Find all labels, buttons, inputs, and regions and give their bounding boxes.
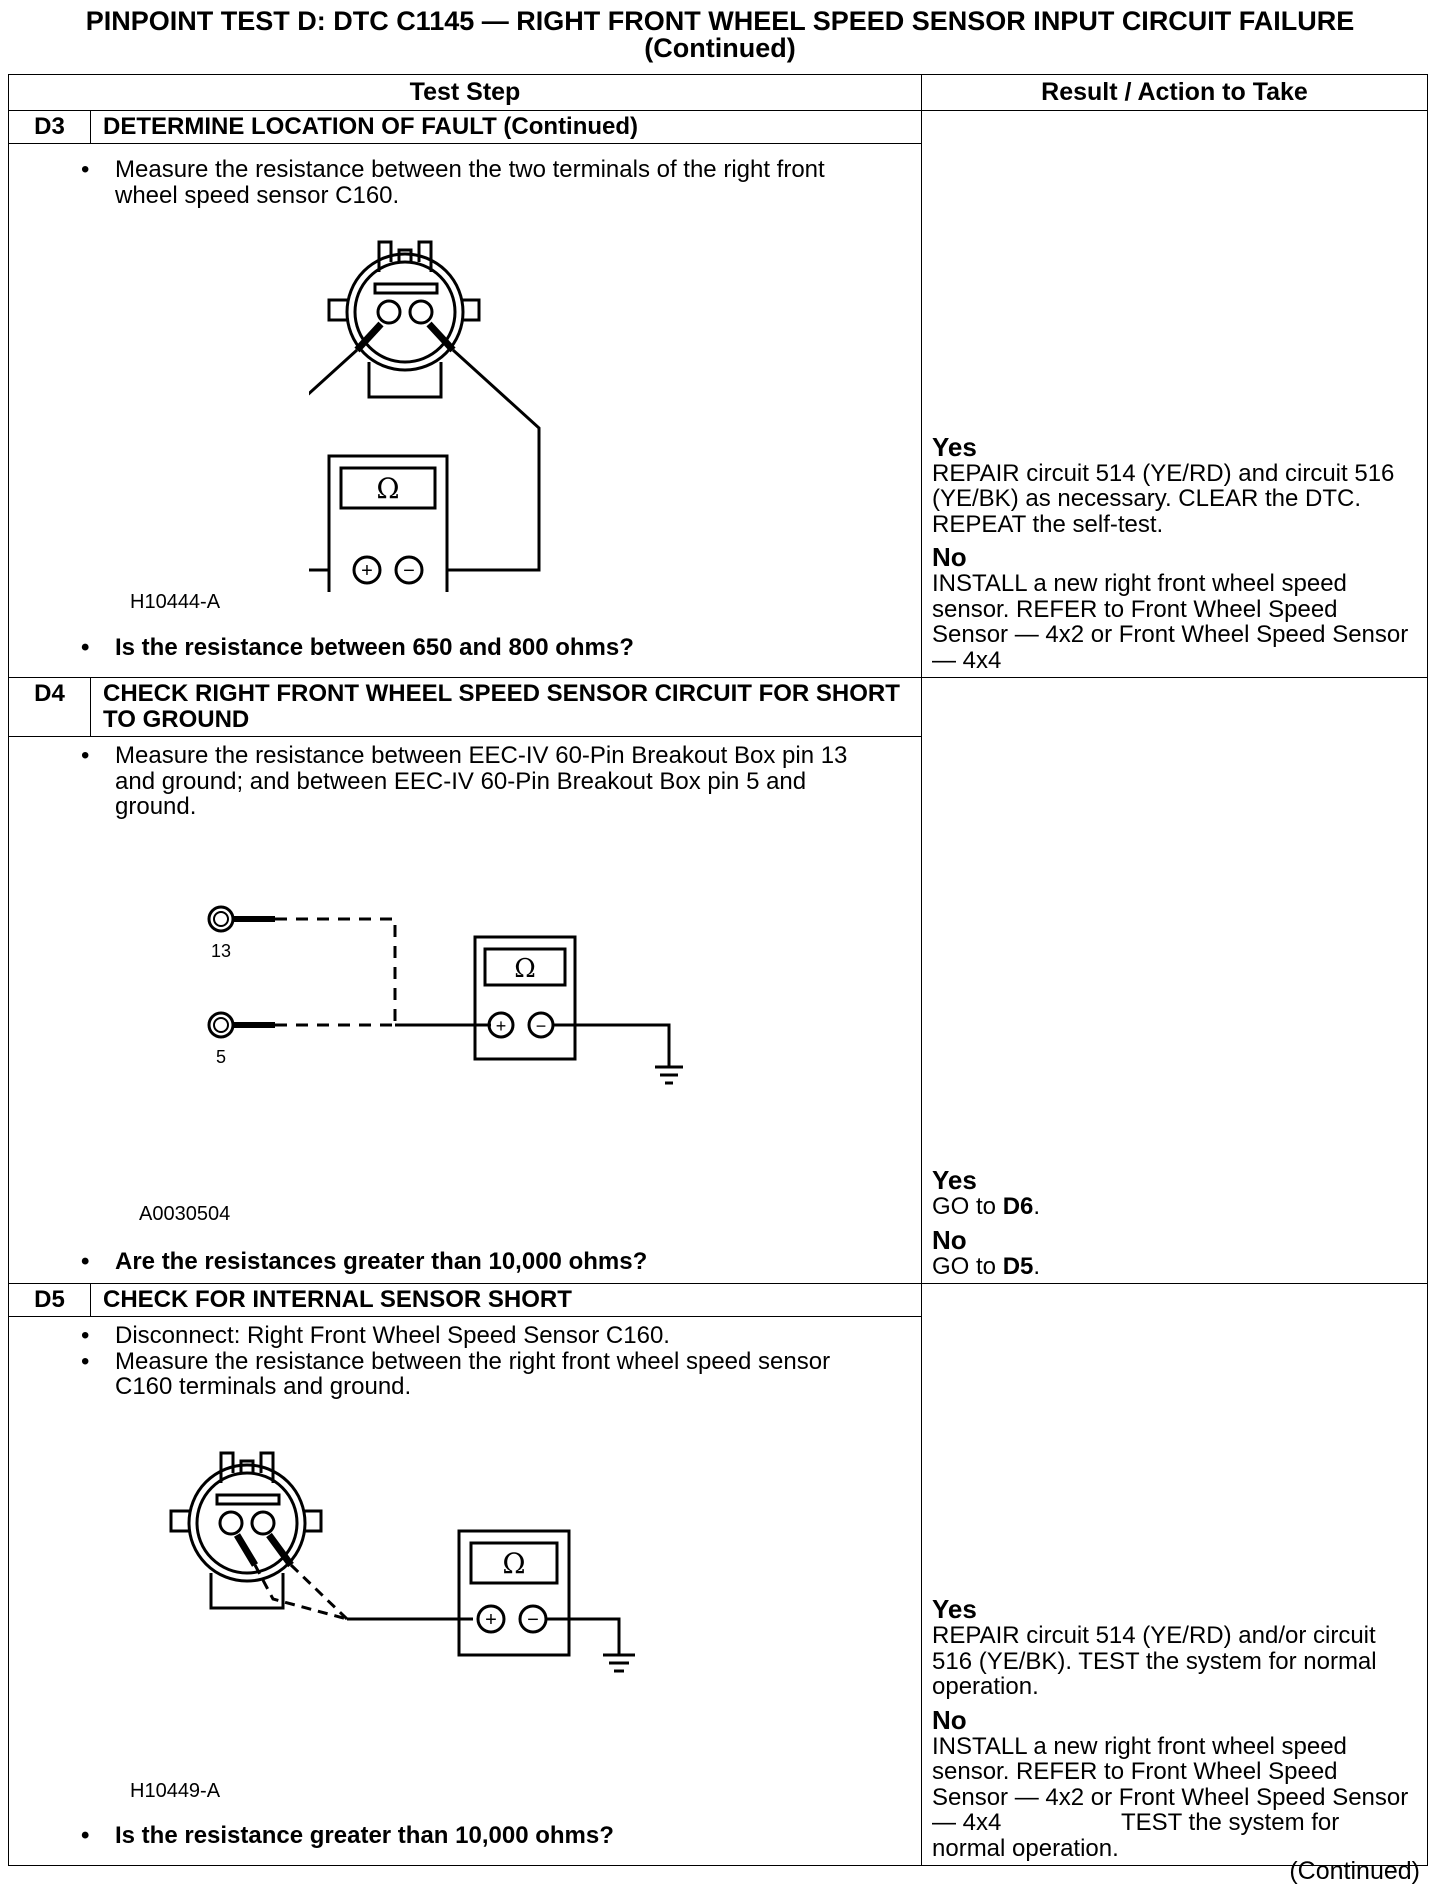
yes-action: GO to D6. bbox=[932, 1193, 1041, 1220]
title-line-1: PINPOINT TEST D: DTC C1145 — RIGHT FRONT WHEEL SPEED SENSOR INPUT CIRCUIT FAILURE bbox=[85, 6, 1355, 36]
figure-id: H10444-A bbox=[130, 591, 221, 613]
step-header bbox=[9, 678, 921, 737]
lead-left bbox=[309, 350, 357, 570]
step-bullets bbox=[9, 737, 921, 820]
step-header bbox=[9, 1284, 921, 1317]
step-bullets bbox=[9, 1317, 921, 1400]
no-action: GO to D5. bbox=[932, 1252, 1041, 1280]
result-cell bbox=[922, 678, 1428, 1284]
no-action-prefix: GO to bbox=[932, 1252, 1003, 1280]
result-cell bbox=[922, 1284, 1428, 1866]
no-action: INSTALL a new right front wheel speed sensor. REFER to Front Wheel Speed Sensor — 4x2 or Front Wheel Speed Sensor — 4x4 TEST the system for normal operation. bbox=[932, 1732, 1415, 1862]
yes-target-step: D6 bbox=[1002, 1193, 1034, 1220]
no-label: No bbox=[932, 542, 967, 572]
breakout-box-ground-diagram bbox=[199, 897, 719, 1097]
pin-13-jack bbox=[209, 907, 233, 931]
page-title bbox=[0, 8, 1440, 62]
step-id: D3 bbox=[9, 111, 91, 143]
ground-lead bbox=[553, 1025, 669, 1067]
step-header bbox=[9, 111, 921, 144]
pin-5-jack bbox=[209, 1013, 233, 1037]
header-result: Result / Action to Take bbox=[922, 75, 1428, 111]
step-row-d3 bbox=[9, 111, 1428, 678]
meter-plus-label: + bbox=[485, 1609, 497, 1631]
terminal-right bbox=[410, 301, 432, 323]
pin-13-lead bbox=[275, 919, 395, 1025]
title-line-2: (Continued) bbox=[644, 33, 796, 63]
terminal-left bbox=[220, 1512, 242, 1534]
step-bullets bbox=[9, 144, 921, 208]
no-target-step: D5 bbox=[1002, 1252, 1034, 1280]
lead-right bbox=[447, 350, 539, 570]
probe-left bbox=[237, 1535, 255, 1565]
ohm-symbol: Ω bbox=[514, 954, 536, 984]
yes-label: Yes bbox=[932, 431, 977, 462]
yes-action: REPAIR circuit 514 (YE/RD) and circuit 516 (YE/BK) as necessary. CLEAR the DTC. REPEAT the self-test. bbox=[932, 459, 1395, 538]
table-header-row bbox=[9, 75, 1428, 111]
connector-base bbox=[211, 1573, 283, 1608]
terminal-right bbox=[252, 1512, 274, 1534]
yes-action: REPAIR circuit 514 (YE/RD) and/or circuit 516 (YE/BK). TEST the system for normal operation. bbox=[932, 1622, 1377, 1700]
pin-5-jack-inner bbox=[214, 1018, 228, 1032]
yes-label: Yes bbox=[932, 1594, 977, 1624]
step-title: DETERMINE LOCATION OF FAULT (Continued) bbox=[103, 113, 639, 140]
continued-footer: (Continued) bbox=[1289, 1857, 1420, 1885]
connector-circle bbox=[347, 254, 463, 370]
lead-left-dashed bbox=[255, 1565, 347, 1619]
header-test-step: Test Step bbox=[9, 75, 922, 111]
meter-plus-label: + bbox=[361, 560, 373, 582]
step-row-d4 bbox=[9, 678, 1428, 1284]
bullet-item: • Disconnect: Right Front Wheel Speed Sensor C160. bbox=[115, 1323, 921, 1349]
pin-label-13: 13 bbox=[210, 941, 232, 961]
bullet-item: • Measure the resistance between the two terminals of the right front wheel speed sensor C160. bbox=[115, 157, 921, 208]
figure-id: A0030504 bbox=[139, 1203, 231, 1225]
ohm-symbol: Ω bbox=[376, 472, 400, 505]
pin-13-jack-inner bbox=[214, 912, 228, 926]
connector-inner-circle bbox=[355, 262, 455, 362]
step-question: • Are the resistances greater than 10,000 ohms? bbox=[115, 1249, 647, 1275]
ground-symbol bbox=[603, 1655, 635, 1671]
connector-base bbox=[369, 362, 441, 397]
no-action: INSTALL a new right front wheel speed sensor. REFER to Front Wheel Speed Sensor — 4x2 or Front Wheel Speed Sensor — 4x4 bbox=[932, 570, 1409, 674]
no-label: No bbox=[932, 1704, 967, 1735]
step-title: CHECK FOR INTERNAL SENSOR SHORT bbox=[103, 1286, 572, 1313]
sensor-resistance-diagram bbox=[309, 212, 589, 592]
ohm-symbol: Ω bbox=[502, 1547, 526, 1580]
result-cell bbox=[922, 111, 1428, 678]
meter-minus-label: − bbox=[527, 1609, 539, 1631]
yes-label: Yes bbox=[932, 1165, 977, 1195]
step-question: • Is the resistance greater than 10,000 ohms? bbox=[115, 1823, 614, 1849]
bullet-item: • Measure the resistance between the right front wheel speed sensor C160 terminals and ground. bbox=[115, 1349, 921, 1400]
sensor-ground-diagram bbox=[169, 1423, 729, 1753]
meter-minus-label: − bbox=[535, 1016, 547, 1036]
no-label: No bbox=[932, 1224, 967, 1255]
meter-minus-label: − bbox=[403, 560, 415, 582]
ground-lead bbox=[546, 1619, 619, 1655]
connector-slot bbox=[217, 1495, 279, 1504]
terminal-left bbox=[378, 301, 400, 323]
step-question: • Is the resistance between 650 and 800 ohms? bbox=[115, 635, 634, 661]
step-id: D5 bbox=[9, 1284, 91, 1316]
figure-id: H10449-A bbox=[130, 1780, 221, 1802]
ground-symbol bbox=[655, 1067, 683, 1083]
step-id: D4 bbox=[9, 678, 91, 736]
yes-action-prefix: GO to bbox=[932, 1193, 1003, 1220]
pinpoint-test-table bbox=[8, 74, 1428, 1866]
step-title: CHECK RIGHT FRONT WHEEL SPEED SENSOR CIRCUIT FOR SHORT TO GROUND bbox=[103, 680, 900, 733]
pin-label-5: 5 bbox=[215, 1047, 227, 1067]
bullet-item: • Measure the resistance between EEC-IV 60-Pin Breakout Box pin 13 and ground; and between EEC-IV 60-Pin Breakout Box pin 5 and ground. bbox=[115, 743, 921, 820]
step-row-d5 bbox=[9, 1284, 1428, 1866]
connector-slot bbox=[375, 284, 437, 293]
meter-plus-label: + bbox=[495, 1016, 507, 1036]
